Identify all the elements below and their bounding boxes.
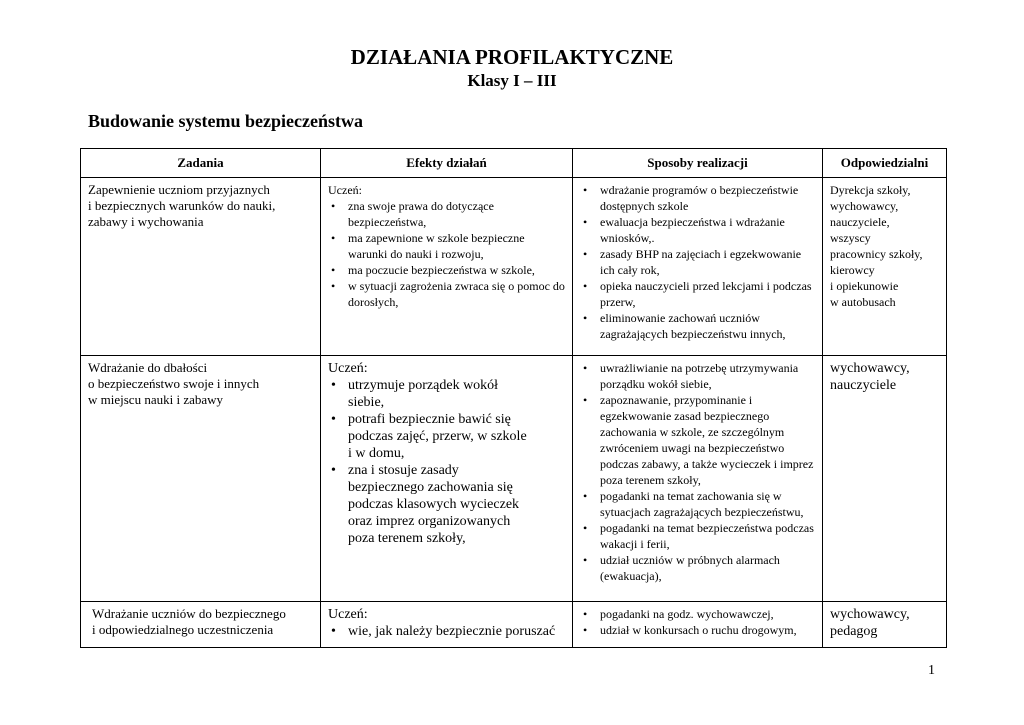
list-item: • udział w konkursach o ruchu drogowym, [580, 622, 816, 638]
column-header-tasks: Zadania [81, 149, 321, 178]
table-row [81, 602, 947, 648]
responsible-line: pedagog [830, 624, 878, 639]
task-line: Zapewnienie uczniom przyjaznych [88, 182, 270, 197]
responsible-line: nauczyciele, [830, 215, 890, 229]
methods-list [580, 360, 816, 584]
responsible-line: wychowawcy, [830, 607, 910, 622]
table-row [81, 178, 947, 356]
list-item: • ewaluacja bezpieczeństwa i wdrażanie wniosków,. [580, 214, 816, 246]
responsible-line: kierowcy [830, 263, 875, 277]
table-row [81, 356, 947, 602]
task-line: i bezpiecznych warunków do nauki, [88, 198, 276, 213]
list-item: • potrafi bezpiecznie bawić się podczas zajęć, przerw, w szkole i w domu, [328, 411, 532, 462]
effects-intro: Uczeń: [328, 183, 362, 197]
methods-cell [573, 356, 823, 602]
effects-cell [321, 602, 573, 648]
prevention-table [80, 148, 947, 648]
task-line: o bezpieczeństwo swoje i innych [88, 376, 260, 391]
task-cell [81, 178, 321, 356]
methods-cell [573, 178, 823, 356]
effects-intro: Uczeń: [328, 607, 368, 622]
responsible-cell [823, 356, 947, 602]
page-number: 1 [928, 663, 935, 678]
effects-cell [321, 178, 573, 356]
list-item: • udział uczniów w próbnych alarmach (ewakuacja), [580, 552, 816, 584]
document-title: DZIAŁANIA PROFILAKTYCZNE [350, 45, 674, 69]
task-cell [81, 356, 321, 602]
task-line: zabawy i wychowania [88, 214, 204, 229]
methods-list [580, 182, 816, 342]
responsible-line: w autobusach [830, 295, 896, 309]
responsible-line: wychowawcy, [830, 361, 910, 376]
list-item: • zasady BHP na zajęciach i egzekwowanie ich cały rok, [580, 246, 816, 278]
methods-list [580, 606, 816, 638]
effects-cell [321, 356, 573, 602]
task-cell [81, 602, 321, 648]
list-item: • pogadanki na godz. wychowawczej, [580, 606, 816, 622]
responsible-line: wychowawcy, [830, 199, 899, 213]
responsible-line: Dyrekcja szkoły, [830, 183, 911, 197]
responsible-line: nauczyciele [830, 378, 897, 393]
list-item: • zna i stosuje zasady bezpiecznego zachowania się podczas klasowych wycieczek oraz imprez organizowanych poza terenem szkoły, [328, 462, 532, 547]
section-heading: Budowanie systemu bezpieczeństwa [88, 111, 363, 131]
list-item: • wdrażanie programów o bezpieczeństwie dostępnych szkole [580, 182, 816, 214]
effects-intro: Uczeń: [328, 361, 368, 376]
list-item: • opieka nauczycieli przed lekcjami i podczas przerw, [580, 278, 816, 310]
responsible-cell [823, 602, 947, 648]
responsible-line: wszyscy [830, 231, 871, 245]
column-header-methods: Sposoby realizacji [573, 149, 823, 178]
responsible-cell [823, 178, 947, 356]
list-item: • w sytuacji zagrożenia zwraca się o pomoc do dorosłych, [328, 278, 566, 310]
list-item: • utrzymuje porządek wokół siebie, [328, 377, 532, 411]
column-header-effects: Efekty działań [321, 149, 573, 178]
effects-list [328, 623, 566, 640]
list-item: • ma poczucie bezpieczeństwa w szkole, [328, 262, 566, 278]
responsible-line: i opiekunowie [830, 279, 899, 293]
column-header-responsible: Odpowiedzialni [823, 149, 947, 178]
task-line: Wdrażanie uczniów do bezpiecznego [92, 606, 286, 621]
list-item: • pogadanki na temat zachowania się w sytuacjach zagrażających bezpieczeństwu, [580, 488, 816, 520]
list-item: • eliminowanie zachowań uczniów zagrażających bezpieczeństwu innych, [580, 310, 816, 342]
effects-list [328, 198, 566, 310]
task-line: w miejscu nauki i zabawy [88, 392, 224, 407]
list-item: • wie, jak należy bezpiecznie poruszać [328, 623, 566, 640]
list-item: • pogadanki na temat bezpieczeństwa podczas wakacji i ferii, [580, 520, 816, 552]
task-line: Wdrażanie do dbałości [88, 360, 208, 375]
methods-cell [573, 602, 823, 648]
list-item: • zna swoje prawa do dotyczące bezpieczeństwa, [328, 198, 566, 230]
list-item: • uwrażliwianie na potrzebę utrzymywania porządku wokół siebie, [580, 360, 816, 392]
list-item: • ma zapewnione w szkole bezpieczne warunki do nauki i rozwoju, [328, 230, 566, 262]
responsible-line: pracownicy szkoły, [830, 247, 923, 261]
effects-list [328, 377, 532, 547]
task-line: i odpowiedzialnego uczestniczenia [92, 622, 274, 637]
table-header-row [81, 149, 947, 178]
list-item: • zapoznawanie, przypominanie i egzekwowanie zasad bezpiecznego zachowania w szkole, ze szczególnym zwróceniem uwagi na bezpieczeństwo podczas zabawy, a także wycieczek i imprez poza terenem szkoły, [580, 392, 816, 488]
document-subtitle: Klasy I – III [467, 71, 557, 90]
